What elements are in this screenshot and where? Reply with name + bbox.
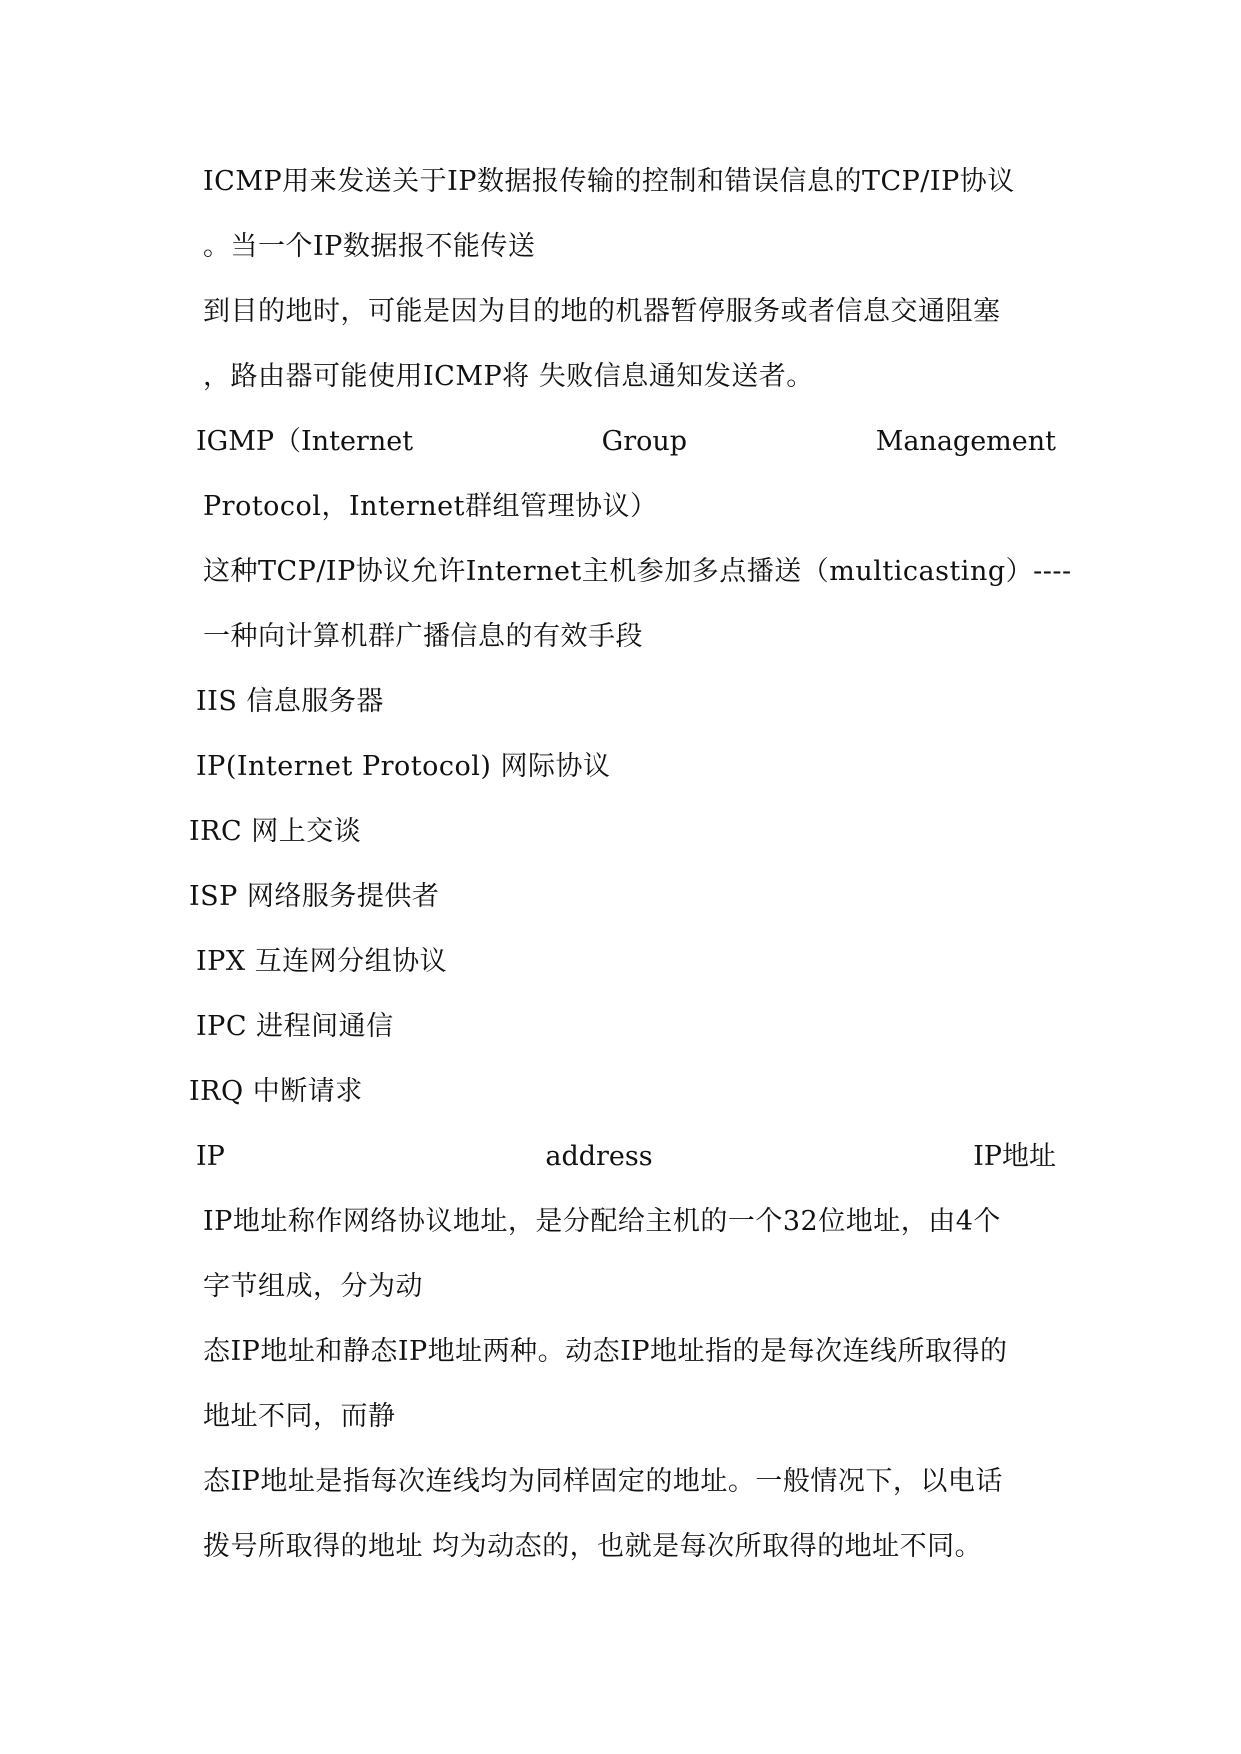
text-line-ipaddr-4: 地址不同，而静 [203, 1401, 396, 1432]
ip-address-heading-part-3: IP地址 [973, 1141, 1056, 1172]
text-line-igmp-3: 这种TCP/IP协议允许Internet主机参加多点播送（multicasting）---- [203, 556, 1072, 587]
text-line-ipaddr-3: 态IP地址和静态IP地址两种。动态IP地址指的是每次连线所取得的 [203, 1336, 1008, 1367]
text-line-icmp-2: 。当一个IP数据报不能传送 [203, 231, 536, 262]
text-line-ipaddr-2: 字节组成，分为动 [203, 1271, 423, 1302]
term-irq: IRQ 中断请求 [189, 1076, 363, 1107]
term-isp: ISP 网络服务提供者 [189, 881, 440, 912]
term-ipc: IPC 进程间通信 [196, 1011, 394, 1042]
text-line-igmp-2: Protocol，Internet群组管理协议） [203, 491, 658, 522]
term-irc: IRC 网上交谈 [189, 816, 362, 847]
term-ipx: IPX 互连网分组协议 [196, 946, 448, 977]
text-line-ipaddr-5: 态IP地址是指每次连线均为同样固定的地址。一般情况下，以电话 [203, 1466, 1003, 1497]
igmp-heading [196, 424, 1056, 460]
igmp-heading-part-3: Management [875, 426, 1056, 457]
text-line-ipaddr-1: IP地址称作网络协议地址，是分配给主机的一个32位地址，由4个 [203, 1206, 1001, 1237]
text-line-icmp-1: ICMP用来发送关于IP数据报传输的控制和错误信息的TCP/IP协议 [203, 166, 1015, 197]
text-line-igmp-4: 一种向计算机群广播信息的有效手段 [203, 621, 643, 652]
text-line-icmp-3: 到目的地时，可能是因为目的地的机器暂停服务或者信息交通阻塞 [203, 296, 1001, 327]
term-ip: IP(Internet Protocol) 网际协议 [196, 751, 611, 782]
igmp-heading-part-2: Group [601, 426, 688, 457]
text-line-ipaddr-6: 拨号所取得的地址 均为动态的，也就是每次所取得的地址不同。 [203, 1531, 983, 1562]
term-iis: IIS 信息服务器 [196, 686, 384, 717]
ip-address-heading-part-1: IP [196, 1141, 225, 1172]
igmp-heading-part-1: IGMP（Internet [196, 426, 414, 457]
text-line-icmp-4: ，路由器可能使用ICMP将 失败信息通知发送者。 [203, 361, 814, 392]
ip-address-heading-part-2: address [545, 1141, 653, 1172]
ip-address-heading [196, 1139, 1056, 1175]
